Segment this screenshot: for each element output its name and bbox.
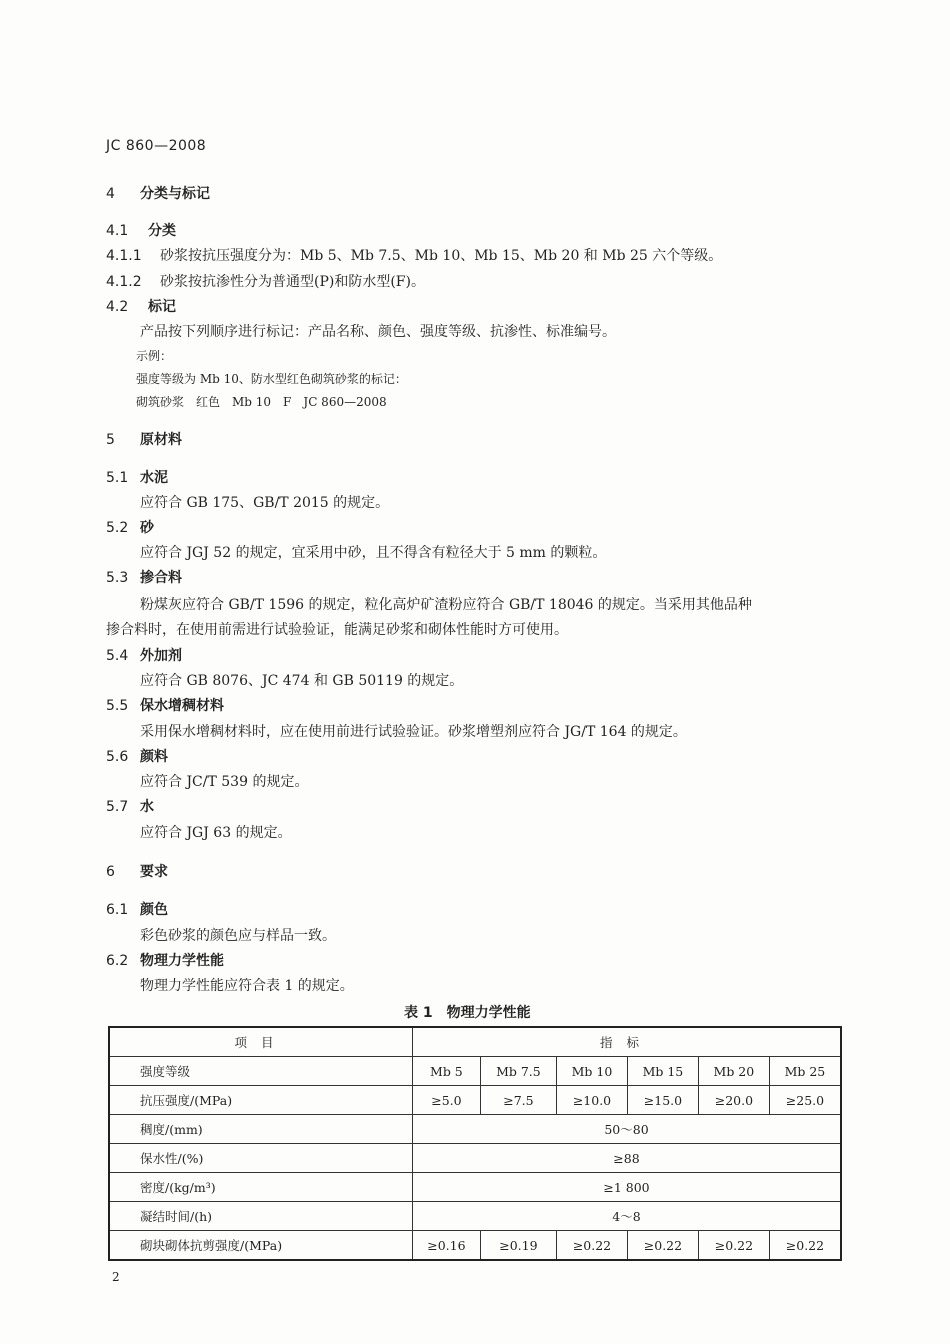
section-6-2-heading <box>106 950 224 970</box>
strength-cell: ≥10.0 <box>557 1086 628 1115</box>
row-label: 抗压强度/(MPa) <box>109 1086 413 1115</box>
section-5-3-text-line1: 粉煤灰应符合 GB/T 1596 的规定，粒化高炉矿渣粉应符合 GB/T 18046 的规定。当采用其他品种 <box>140 597 752 613</box>
strength-cell: ≥25.0 <box>769 1086 841 1115</box>
section-number: 5.2 <box>106 520 129 536</box>
example-description: 强度等级为 Mb 10、防水型红色砌筑砂浆的标记： <box>136 372 407 386</box>
section-title: 颜料 <box>140 749 168 765</box>
grade-cell: Mb 10 <box>557 1057 628 1086</box>
row-label: 密度/(kg/m³) <box>109 1173 413 1202</box>
section-number: 5.4 <box>106 648 129 664</box>
section-number: 5 <box>106 432 115 448</box>
section-number: 5.3 <box>106 570 129 586</box>
section-6-2-text: 物理力学性能应符合表 1 的规定。 <box>140 978 354 994</box>
clause-4-1-2 <box>106 271 425 291</box>
row-label: 砌块砌体抗剪强度/(MPa) <box>109 1231 413 1261</box>
strength-cell: ≥5.0 <box>413 1086 481 1115</box>
page-number: 2 <box>112 1270 120 1284</box>
section-title: 砂 <box>140 520 154 536</box>
clause-number: 4.1.2 <box>106 274 142 290</box>
table-row-consistency <box>109 1115 841 1144</box>
section-number: 4.1 <box>106 223 129 239</box>
section-number: 5.7 <box>106 799 129 815</box>
table-row-water-retention <box>109 1144 841 1173</box>
setting-time-cell: 4～8 <box>413 1202 842 1231</box>
strength-cell: ≥7.5 <box>480 1086 556 1115</box>
standard-code: JC 860—2008 <box>106 138 207 154</box>
section-title: 水泥 <box>140 470 168 486</box>
grade-cell: Mb 15 <box>627 1057 698 1086</box>
section-number: 5.1 <box>106 470 129 486</box>
section-4-heading <box>106 183 210 203</box>
section-5-5-heading <box>106 695 224 715</box>
section-5-4-heading <box>106 645 182 665</box>
shear-cell: ≥0.19 <box>480 1231 556 1261</box>
clause-text: 砂浆按抗压强度分为：Mb 5、Mb 7.5、Mb 10、Mb 15、Mb 20 和 Mb 25 六个等级。 <box>160 248 723 264</box>
section-title: 标记 <box>148 299 176 315</box>
table-caption: 表 1 物理力学性能 <box>404 1005 531 1021</box>
section-5-2-text: 应符合 JGJ 52 的规定，宜采用中砂，且不得含有粒径大于 5 mm 的颗粒。 <box>140 545 607 561</box>
section-title: 要求 <box>140 864 168 880</box>
section-5-6-heading <box>106 746 168 766</box>
shear-cell: ≥0.22 <box>557 1231 628 1261</box>
section-5-6-text: 应符合 JC/T 539 的规定。 <box>140 774 309 790</box>
section-5-2-heading <box>106 517 154 537</box>
table-row-grade <box>109 1057 841 1086</box>
section-number: 5.6 <box>106 749 129 765</box>
section-title: 保水增稠材料 <box>140 698 224 714</box>
water-retention-cell: ≥88 <box>413 1144 842 1173</box>
shear-cell: ≥0.22 <box>769 1231 841 1261</box>
section-5-3-text-line2: 掺合料时，在使用前需进行试验验证，能满足砂浆和砌体性能时方可使用。 <box>106 622 568 638</box>
section-number: 4 <box>106 186 115 202</box>
table-row-density <box>109 1173 841 1202</box>
physical-mechanical-table <box>108 1026 842 1261</box>
section-number: 6.2 <box>106 953 129 969</box>
table-row-setting-time <box>109 1202 841 1231</box>
shear-cell: ≥0.22 <box>627 1231 698 1261</box>
section-number: 6 <box>106 864 115 880</box>
section-5-7-heading <box>106 796 154 816</box>
table-header-row <box>109 1027 841 1057</box>
grade-cell: Mb 7.5 <box>480 1057 556 1086</box>
example-label: 示例： <box>136 349 173 363</box>
section-5-5-text: 采用保水增稠材料时，应在使用前进行试验验证。砂浆增塑剂应符合 JG/T 164 的规定。 <box>140 724 687 740</box>
section-title: 颜色 <box>140 902 168 918</box>
section-5-1-heading <box>106 467 168 487</box>
section-title: 分类 <box>148 223 176 239</box>
section-4-2-heading <box>106 296 176 316</box>
section-number: 5.5 <box>106 698 129 714</box>
clause-text: 砂浆按抗渗性分为普通型(P)和防水型(F)。 <box>160 274 425 290</box>
section-6-1-text: 彩色砂浆的颜色应与样品一致。 <box>140 928 336 944</box>
section-5-1-text: 应符合 GB 175、GB/T 2015 的规定。 <box>140 495 390 511</box>
section-6-heading <box>106 861 168 881</box>
consistency-cell: 50～80 <box>413 1115 842 1144</box>
density-cell: ≥1 800 <box>413 1173 842 1202</box>
section-5-4-text: 应符合 GB 8076、JC 474 和 GB 50119 的规定。 <box>140 673 464 689</box>
shear-cell: ≥0.22 <box>698 1231 769 1261</box>
header-item: 项目 <box>109 1027 413 1057</box>
marking-order-text: 产品按下列顺序进行标记：产品名称、颜色、强度等级、抗渗性、标准编号。 <box>140 324 616 340</box>
grade-cell: Mb 5 <box>413 1057 481 1086</box>
section-5-heading <box>106 429 182 449</box>
grade-cell: Mb 20 <box>698 1057 769 1086</box>
clause-4-1-1 <box>106 245 722 265</box>
row-label: 稠度/(mm) <box>109 1115 413 1144</box>
section-5-3-heading <box>106 567 182 587</box>
clause-number: 4.1.1 <box>106 248 142 264</box>
grade-cell: Mb 25 <box>769 1057 841 1086</box>
section-title: 水 <box>140 799 154 815</box>
section-number: 6.1 <box>106 902 129 918</box>
table-row-shear <box>109 1231 841 1261</box>
section-5-7-text: 应符合 JGJ 63 的规定。 <box>140 825 292 841</box>
strength-cell: ≥20.0 <box>698 1086 769 1115</box>
table-row-strength <box>109 1086 841 1115</box>
section-title: 原材料 <box>140 432 182 448</box>
header-index: 指标 <box>413 1027 842 1057</box>
section-title: 分类与标记 <box>140 186 210 202</box>
row-label: 凝结时间/(h) <box>109 1202 413 1231</box>
section-title: 物理力学性能 <box>140 953 224 969</box>
section-number: 4.2 <box>106 299 129 315</box>
section-6-1-heading <box>106 899 168 919</box>
section-title: 外加剂 <box>140 648 182 664</box>
strength-cell: ≥15.0 <box>627 1086 698 1115</box>
row-label: 保水性/(%) <box>109 1144 413 1173</box>
example-marking: 砌筑砂浆 红色 Mb 10 F JC 860—2008 <box>136 395 387 409</box>
shear-cell: ≥0.16 <box>413 1231 481 1261</box>
section-4-1-heading <box>106 220 176 240</box>
section-title: 掺合料 <box>140 570 182 586</box>
row-label: 强度等级 <box>109 1057 413 1086</box>
